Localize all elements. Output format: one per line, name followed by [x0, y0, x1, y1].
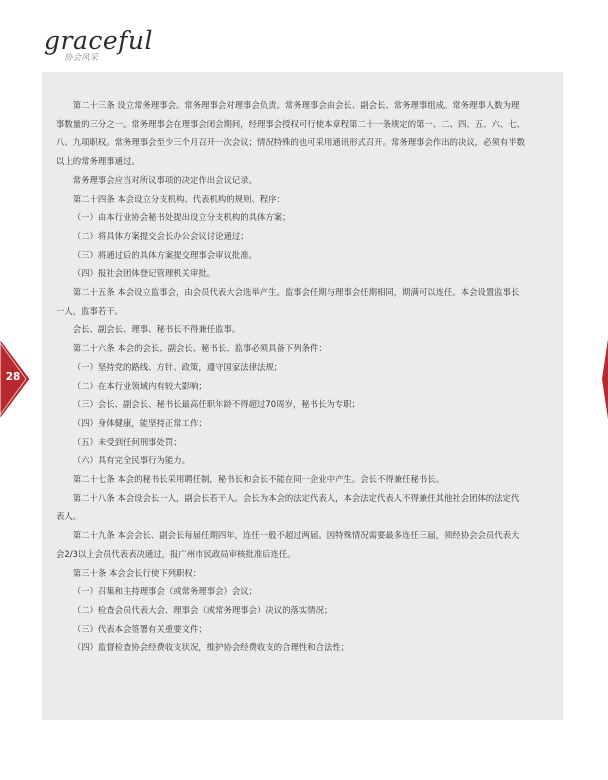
list-item: （五）未受到任何刑事处罚；: [72, 436, 182, 447]
paragraph: 会长、副会长、理事、秘书长不得兼任监事。: [72, 324, 241, 335]
list-item: （二）在本行业领域内有较大影响；: [72, 380, 207, 391]
list-item: （一）召集和主持理事会（或常务理事会）会议；: [72, 586, 258, 597]
list-item: （二）将具体方案提交会长办公会议讨论通过；: [72, 230, 249, 241]
paragraph: 第三十条 本会会长行使下列职权：: [72, 567, 202, 578]
page-number: 28: [5, 371, 21, 383]
paragraph: 第二十六条 本会的会长、副会长、秘书长、监事必须具备下列条件：: [72, 343, 327, 354]
right-edge-tab: [602, 339, 608, 419]
list-item: （六）具有完全民事行为能力。: [72, 455, 191, 466]
list-item: （四）报社会团体登记管理机关审批。: [72, 268, 216, 279]
paragraph: 常务理事会应当对所议事项的决定作出会议记录。: [72, 174, 258, 185]
paragraph: 第二十七条 本会的秘书长采用聘任制，秘书长和会长不能在同一企业中产生。会长不得兼任秘书长。: [72, 474, 444, 485]
list-item: （三）代表本会签署有关重要文件；: [72, 623, 207, 634]
list-item: （三）会长、副会长、秘书长最高任职年龄不得超过70周岁，秘书长为专职；: [72, 399, 360, 410]
right-tab-shape: [602, 339, 608, 419]
page-number-tab: [0, 339, 32, 419]
article-body: [56, 96, 526, 657]
brand-subtitle: 协会风采: [64, 53, 99, 63]
paragraph: 第二十九条 本会会长、副会长每届任期四年，连任一般不超过两届。因特殊情况需要最多连任三届，须经协会会员代表大会2/3以上会员代表表决通过，报广州市民政局审核批准后连任。: [56, 530, 520, 559]
paragraph: 第二十五条 本会设立监事会，由会员代表大会选举产生。监事会任期与理事会任期相同，期满可以连任。本会设置监事长一人，监事若干。: [56, 287, 520, 316]
paragraph: 第二十三条 设立常务理事会。常务理事会对理事会负责。常务理事会由会长、副会长、常务理事组成。常务理事人数为理事数量的三分之一。常务理事会在理事会闭会期间，经理事会授权可行使本章程第二十一条规定的第一、二、四、五、六、七、八、九项职权。常务理事会至少三个月召开一次会议；情况特殊的也可采用通讯形式召开。常务理事会作出的决议，必须有半数以上的常务理事通过。: [56, 100, 525, 167]
brand-wordmark: graceful: [44, 26, 154, 55]
list-item: （一）由本行业协会秘书处提出设立分支机构的具体方案；: [72, 212, 291, 223]
list-item: （三）将通过后的具体方案提交理事会审议批准。: [72, 249, 258, 260]
brand-logo: [44, 26, 204, 66]
paragraph: 第二十八条 本会设会长一人，副会长若干人。会长为本会的法定代表人，本会法定代表人不得兼任其他社会团体的法定代表人。: [56, 492, 520, 522]
list-item: （四）监督检查协会经费收支状况，维护协会经费收支的合理性和合法性；: [72, 642, 350, 653]
list-item: （二）检查会员代表大会、理事会（或常务理事会）决议的落实情况；: [72, 604, 333, 615]
list-item: （一）坚持党的路线、方针、政策，遵守国家法律法规；: [72, 361, 283, 372]
paragraph: 第二十四条 本会设立分支机构、代表机构的规则、程序：: [72, 193, 285, 204]
list-item: （四）身体健康，能坚持正常工作；: [72, 417, 207, 428]
